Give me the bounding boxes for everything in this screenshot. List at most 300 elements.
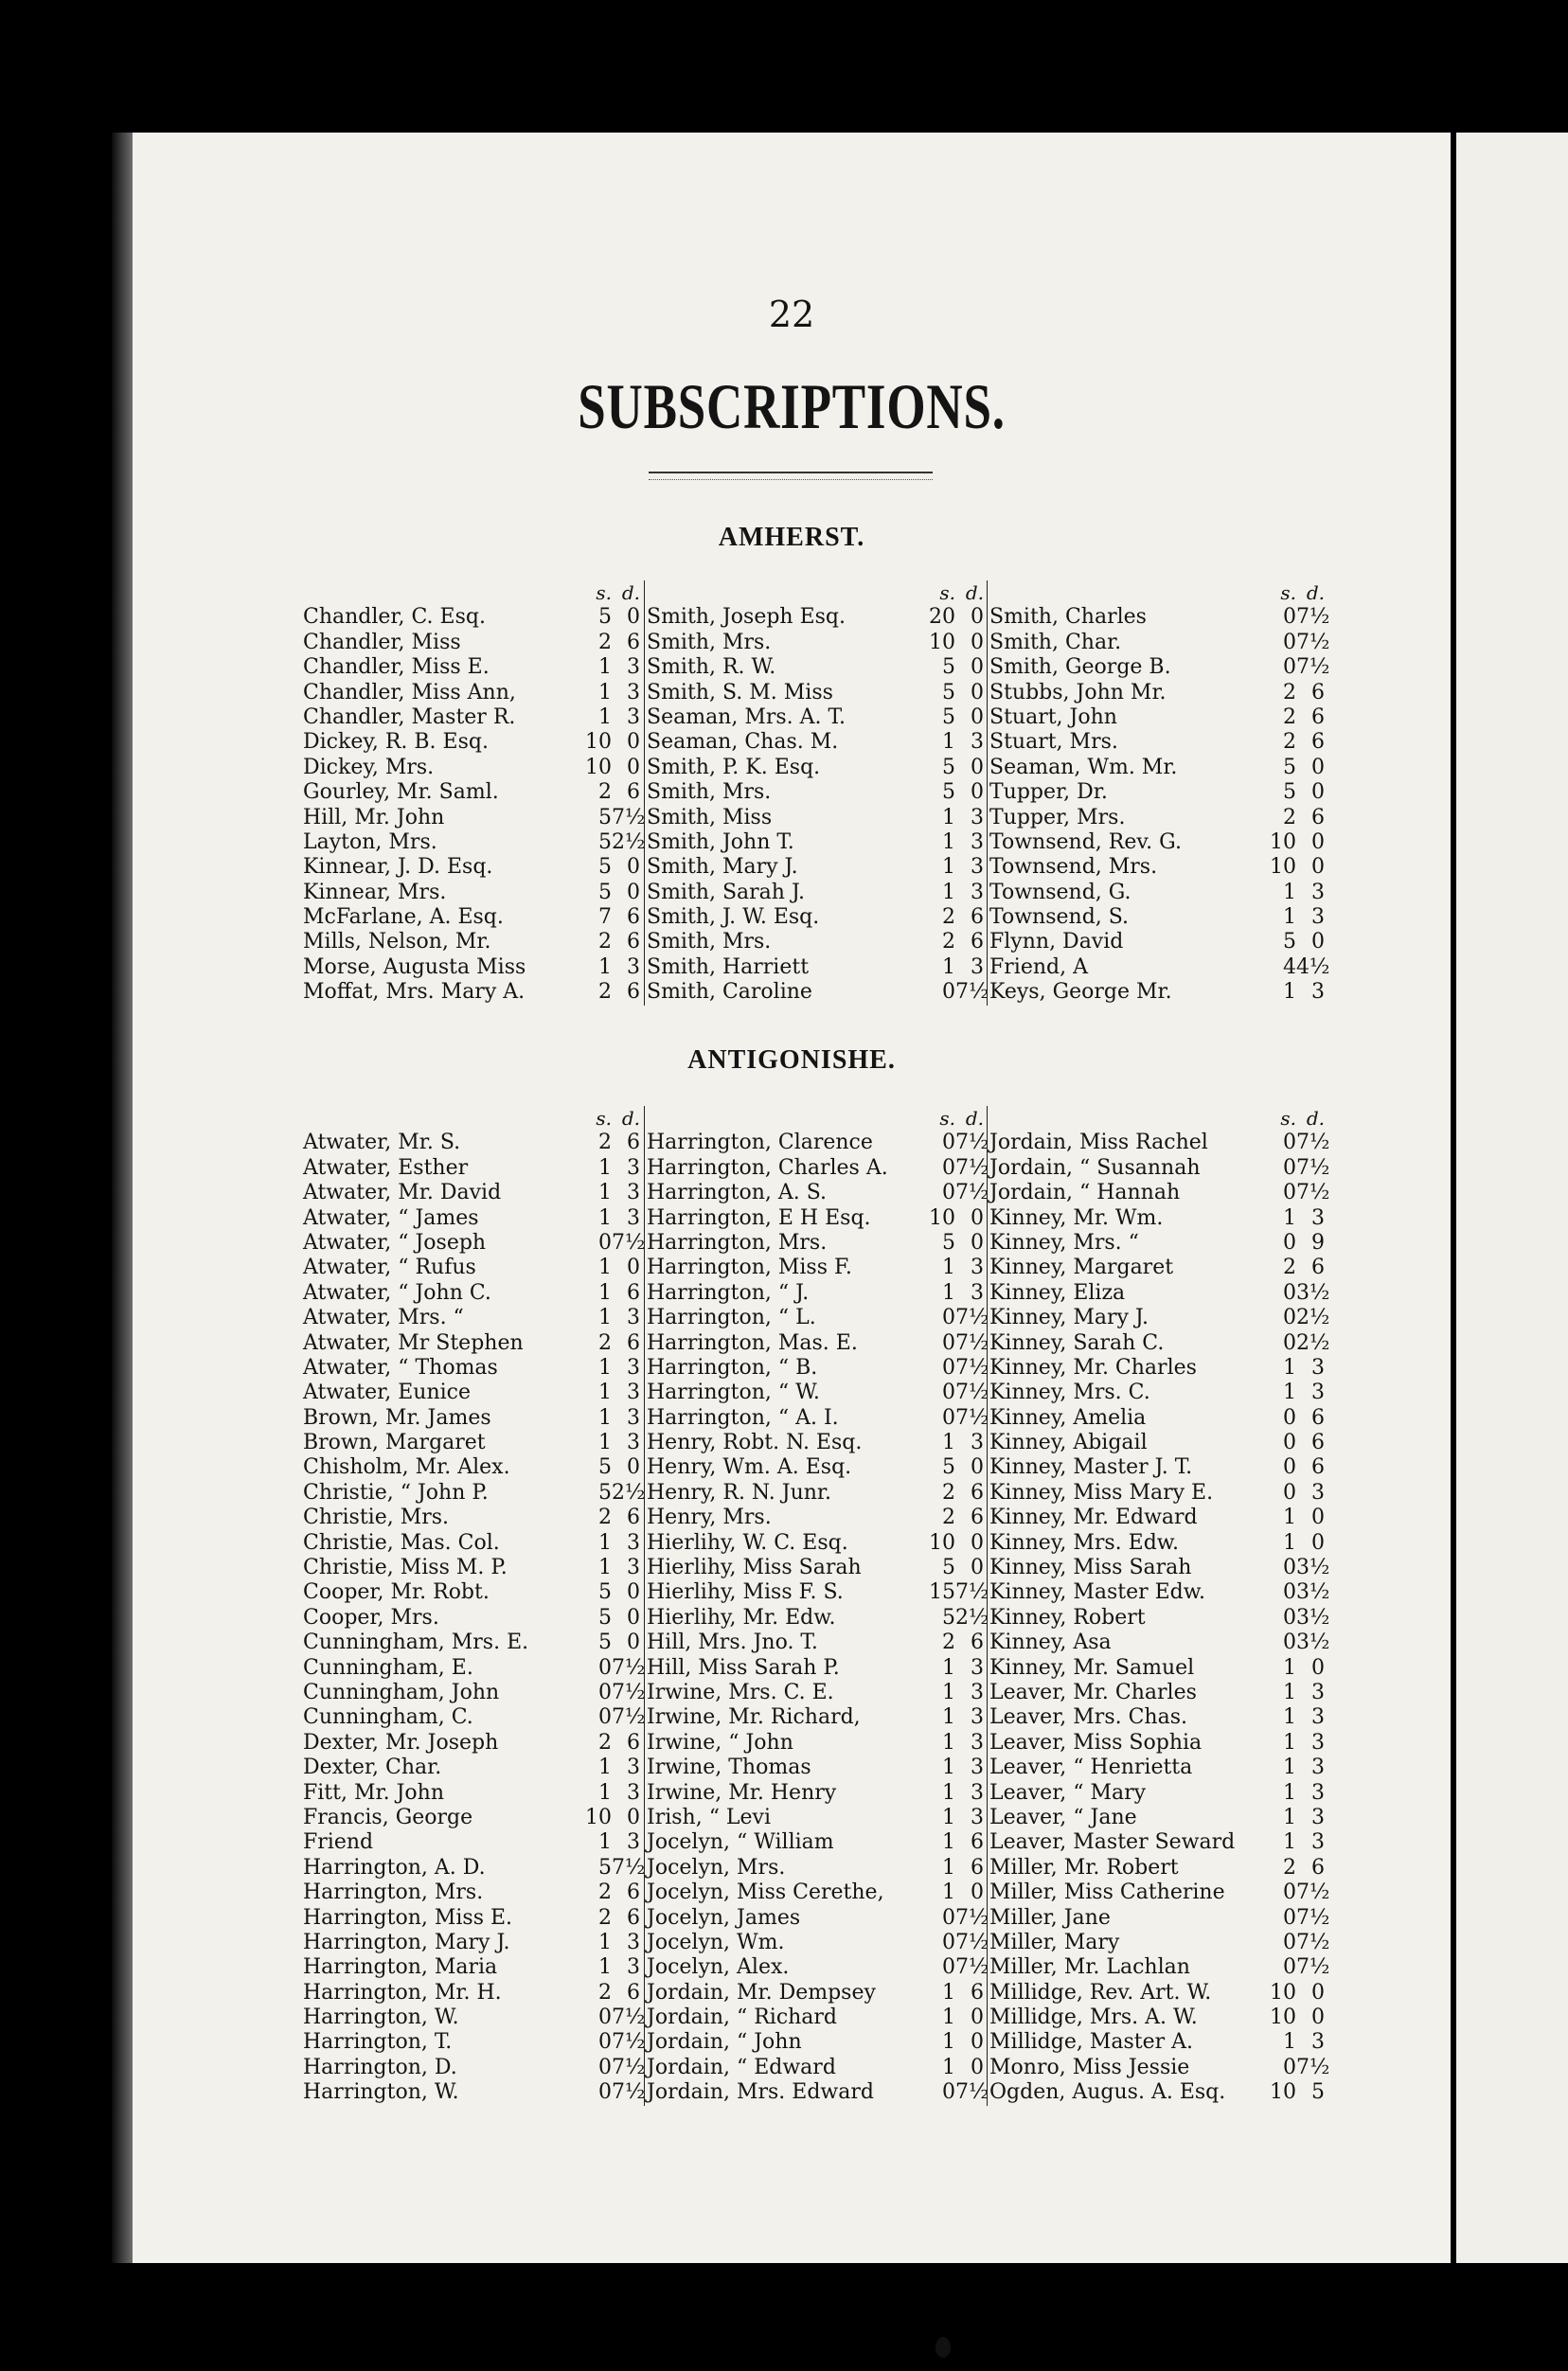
amount-pence: 3 xyxy=(627,1530,640,1555)
subscriber-row xyxy=(645,1981,988,2006)
subscriber-name: Keys, George Mr. xyxy=(989,980,1172,1005)
amount-pence: 3 xyxy=(627,1355,640,1380)
subscriber-name: Harrington, Mas. E. xyxy=(647,1330,858,1355)
subscriber-name: Miller, Mary xyxy=(989,1930,1120,1954)
amount-shillings: 1 xyxy=(942,1431,955,1455)
amount-pence: 0 xyxy=(971,680,984,704)
subscriber-name: Chandler, Miss E. xyxy=(303,655,490,680)
subscriber-row xyxy=(301,1455,644,1480)
subscriber-name: Jocelyn, “ William xyxy=(647,1830,834,1855)
amount-pence: 3 xyxy=(1311,905,1325,930)
subscriber-row xyxy=(645,955,988,980)
subscriber-row xyxy=(988,1481,1328,1506)
subscriber-row xyxy=(301,655,644,680)
subscriber-row xyxy=(301,1281,644,1306)
amount-shillings: 1 xyxy=(1283,980,1296,1005)
subscriber-row xyxy=(301,730,644,755)
amount-shillings: 5 xyxy=(942,680,955,704)
amount-pence: 2½ xyxy=(612,829,646,854)
subscriber-row xyxy=(988,2080,1328,2105)
subscriber-name: Kinney, Mr. Wm. xyxy=(989,1205,1164,1230)
amount-shillings: 5 xyxy=(1283,780,1296,805)
subscriber-row xyxy=(301,980,644,1005)
amount-shillings: 2 xyxy=(598,1905,612,1930)
subscriber-row xyxy=(645,830,988,855)
subscriber-name: Harrington, “ W. xyxy=(647,1381,820,1405)
amount-shillings: 2 xyxy=(598,1131,612,1155)
amount-pence: 7½ xyxy=(1296,2055,1330,2079)
amount-shillings: 10 xyxy=(929,1530,955,1555)
subscriber-row xyxy=(988,1256,1328,1280)
amount-pence: 3½ xyxy=(1296,1605,1330,1630)
subscriber-row xyxy=(988,2030,1328,2055)
amount-shillings: 1 xyxy=(598,1930,612,1954)
subscriber-row xyxy=(301,1156,644,1181)
subscriber-name: Friend xyxy=(303,1830,374,1855)
amount-pence: 6 xyxy=(627,1280,640,1305)
subscriber-row xyxy=(645,905,988,930)
subscriber-row xyxy=(645,1705,988,1730)
amount-pence: 0 xyxy=(1311,829,1325,854)
amount-shillings: 0 xyxy=(1283,1306,1296,1330)
subscriber-row xyxy=(645,1256,988,1280)
subscriber-row xyxy=(645,1756,988,1780)
subscriber-name: Harrington, T. xyxy=(303,2030,453,2055)
subscriber-name: Friend, A xyxy=(989,954,1088,979)
amount-pence: 3 xyxy=(1311,1381,1325,1405)
subscriber-name: Harrington, Mr. H. xyxy=(303,1980,502,2005)
subscriber-name: Leaver, “ Henrietta xyxy=(989,1756,1193,1780)
subscriber-row xyxy=(645,1431,988,1455)
amount-pence: 6 xyxy=(627,905,640,930)
subscriber-name: Harrington, W. xyxy=(303,2006,459,2030)
amount-shillings: 2 xyxy=(1283,1855,1296,1880)
amount-pence: 6 xyxy=(1311,1256,1325,1280)
subscriber-row xyxy=(301,1356,644,1381)
subscriber-row xyxy=(988,780,1328,805)
subscriber-name: Smith, Harriett xyxy=(647,954,810,979)
subscriber-name: Kinney, Miss Sarah xyxy=(989,1556,1192,1580)
amount-pence: 3 xyxy=(1311,1756,1325,1780)
subscriber-row xyxy=(645,1806,988,1830)
amount-pence: 6 xyxy=(1311,704,1325,729)
amount-shillings: 1 xyxy=(942,954,955,979)
subscriber-row xyxy=(988,1656,1328,1681)
subscriber-row xyxy=(645,1631,988,1655)
amount-pence: 7½ xyxy=(1296,1881,1330,1905)
amount-pence: 6 xyxy=(627,1330,640,1355)
subscriber-row xyxy=(645,756,988,780)
amount-shillings: 1 xyxy=(598,1556,612,1580)
subscriber-name: Atwater, “ John C. xyxy=(303,1280,491,1305)
subscriber-name: Stuart, Mrs. xyxy=(989,730,1118,755)
amount-pence: 6 xyxy=(627,930,640,954)
subscriber-row xyxy=(988,930,1328,954)
amount-pence: 3 xyxy=(1311,1805,1325,1829)
subscriber-name: Kinnear, J. D. Esq. xyxy=(303,855,493,880)
amount-shillings: 10 xyxy=(585,1805,612,1829)
amount-shillings: 1 xyxy=(1283,1205,1296,1230)
subscriber-row xyxy=(988,1306,1328,1330)
amount-shillings: 1 xyxy=(598,1155,612,1180)
subscriber-row xyxy=(301,2006,644,2030)
subscriber-row xyxy=(988,1606,1328,1631)
amount-shillings: 1 xyxy=(942,1881,955,1905)
amount-pence: 0 xyxy=(971,2055,984,2079)
amount-pence: 6 xyxy=(971,1980,984,2005)
subscriber-row xyxy=(645,1556,988,1580)
amount-pence: 0 xyxy=(971,2006,984,2030)
subscriber-name: Atwater, “ Joseph xyxy=(303,1230,487,1255)
amount-pence: 3 xyxy=(971,829,984,854)
amount-pence: 0 xyxy=(627,605,640,630)
subscriber-name: Cooper, Mr. Robt. xyxy=(303,1580,490,1605)
header-shillings: s. xyxy=(596,1107,612,1130)
amount-shillings: 0 xyxy=(1283,1330,1296,1355)
subscriber-name: Kinney, Mr. Edward xyxy=(989,1506,1198,1530)
amount-shillings: 1 xyxy=(598,1256,612,1280)
amount-shillings: 1 xyxy=(942,880,955,904)
amount-pence: 3 xyxy=(1311,1830,1325,1855)
subscriber-row xyxy=(301,1331,644,1356)
subscriber-name: Hill, Mrs. Jno. T. xyxy=(647,1631,818,1655)
amount-shillings: 0 xyxy=(942,1355,955,1380)
subscriber-name: Smith, P. K. Esq. xyxy=(647,755,821,779)
subscriber-row xyxy=(301,1781,644,1806)
amount-shillings: 2 xyxy=(598,630,612,654)
amount-shillings: 1 xyxy=(942,1280,955,1305)
subscriber-row xyxy=(988,830,1328,855)
subscriber-row xyxy=(301,1580,644,1605)
amount-pence: 3 xyxy=(971,954,984,979)
subscriber-row xyxy=(645,1306,988,1330)
amount-shillings: 1 xyxy=(942,2055,955,2079)
subscriber-name: Harrington, Mary J. xyxy=(303,1930,510,1954)
subscriber-row xyxy=(301,2056,644,2080)
subscriber-row xyxy=(988,806,1328,830)
amount-shillings: 0 xyxy=(1283,1480,1296,1505)
amount-pence: 3 xyxy=(627,1155,640,1180)
amount-shillings: 2 xyxy=(1283,704,1296,729)
amount-pence: 3 xyxy=(971,1805,984,1829)
amount-pence: 0 xyxy=(1311,780,1325,805)
subscriber-row xyxy=(301,1606,644,1631)
subscriber-name: Tupper, Mrs. xyxy=(989,805,1126,829)
subscriber-row xyxy=(988,1156,1328,1181)
amount-pence: 2½ xyxy=(612,1480,646,1505)
page-number: 22 xyxy=(768,294,815,335)
amount-pence: 7½ xyxy=(955,1580,989,1605)
amount-shillings: 1 xyxy=(598,1181,612,1205)
subscriber-row xyxy=(645,1681,988,1705)
amount-shillings: 1 xyxy=(598,954,612,979)
subscriber-row xyxy=(301,756,644,780)
amount-pence: 0 xyxy=(971,655,984,680)
subscriber-row xyxy=(645,1830,988,1855)
amount-shillings: 0 xyxy=(942,1155,955,1180)
subscriber-row xyxy=(988,631,1328,655)
amount-pence: 6 xyxy=(1311,805,1325,829)
page-title: SUBSCRIPTIONS. xyxy=(578,370,1006,442)
amount-shillings: 5 xyxy=(598,880,612,904)
subscriber-row xyxy=(645,2006,988,2030)
subscriber-row xyxy=(988,955,1328,980)
amount-shillings: 10 xyxy=(1270,2006,1296,2030)
amount-shillings: 5 xyxy=(598,605,612,630)
subscriber-name: Christie, Miss M. P. xyxy=(303,1556,508,1580)
amount-pence: 2½ xyxy=(1296,1330,1330,1355)
amount-shillings: 0 xyxy=(598,1655,612,1680)
amount-shillings: 2 xyxy=(942,1506,955,1530)
amount-shillings: 0 xyxy=(942,1131,955,1155)
amount-pence: 7½ xyxy=(612,1230,646,1255)
subscriber-name: Irwine, Mr. Henry xyxy=(647,1780,837,1805)
amount-pence: 7½ xyxy=(955,1955,989,1980)
amount-shillings: 0 xyxy=(1283,1230,1296,1255)
amount-shillings: 2 xyxy=(598,1506,612,1530)
amount-pence: 7½ xyxy=(955,1306,989,1330)
amount-pence: 3 xyxy=(1311,880,1325,904)
subscriber-name: Irwine, Mr. Richard, xyxy=(647,1705,861,1730)
amount-pence: 7½ xyxy=(955,1131,989,1155)
subscriber-name: Moffat, Mrs. Mary A. xyxy=(303,980,526,1005)
amount-pence: 7½ xyxy=(955,1930,989,1954)
amount-shillings: 1 xyxy=(1283,905,1296,930)
amount-pence: 3 xyxy=(1311,980,1325,1005)
amount-shillings: 0 xyxy=(1283,1556,1296,1580)
subscriber-row xyxy=(301,1705,644,1730)
subscriber-row xyxy=(645,730,988,755)
subscriber-name: Jocelyn, Alex. xyxy=(647,1955,790,1980)
subscriber-row xyxy=(301,855,644,880)
amount-pence: 6 xyxy=(971,930,984,954)
subscriber-name: Jordain, “ Hannah xyxy=(989,1181,1181,1205)
amount-pence: 0 xyxy=(1311,1530,1325,1555)
amount-shillings: 1 xyxy=(1283,880,1296,904)
subscriber-name: Flynn, David xyxy=(989,930,1124,954)
amount-shillings: 1 xyxy=(598,1530,612,1555)
amount-pence: 3½ xyxy=(1296,1556,1330,1580)
amount-pence: 7½ xyxy=(612,2055,646,2079)
subscriber-name: Cunningham, Mrs. E. xyxy=(303,1631,529,1655)
amount-pence: 0 xyxy=(971,605,984,630)
section-title-antigonishe: ANTIGONISHE. xyxy=(687,1045,896,1075)
amount-shillings: 1 xyxy=(598,1756,612,1780)
header-pence: d. xyxy=(621,1107,640,1130)
subscriber-name: Harrington, Miss E. xyxy=(303,1905,513,1930)
amount-shillings: 0 xyxy=(1283,1455,1296,1480)
amount-pence: 5 xyxy=(1311,2080,1325,2105)
amount-shillings: 1 xyxy=(598,1405,612,1430)
subscriber-name: Kinnear, Mrs. xyxy=(303,880,447,904)
amount-shillings: 1 xyxy=(1283,1381,1296,1405)
subscriber-name: Fitt, Mr. John xyxy=(303,1780,444,1805)
amount-pence: 7½ xyxy=(1296,1955,1330,1980)
header-shillings: s. xyxy=(596,581,612,604)
subscriber-name: Chandler, Miss Ann, xyxy=(303,680,516,704)
amount-pence: 3 xyxy=(627,1381,640,1405)
amount-shillings: 1 xyxy=(942,1980,955,2005)
subscriber-row xyxy=(645,1580,988,1605)
subscriber-name: Smith, Caroline xyxy=(647,980,812,1005)
subscriber-row xyxy=(645,631,988,655)
amount-pence: 3 xyxy=(1311,1730,1325,1755)
subscriber-row xyxy=(301,1806,644,1830)
subscriber-name: Smith, Mrs. xyxy=(647,780,772,805)
header-pence: d. xyxy=(965,581,984,604)
subscriber-row xyxy=(988,756,1328,780)
amount-pence: 0 xyxy=(1311,930,1325,954)
subscriber-name: Townsend, S. xyxy=(989,905,1130,930)
subscriber-name: Kinney, Mrs. Edw. xyxy=(989,1530,1179,1555)
subscriber-name: Millidge, Mrs. A. W. xyxy=(989,2006,1198,2030)
amount-shillings: 10 xyxy=(585,755,612,779)
column-header xyxy=(301,1106,644,1131)
subscriber-name: Ogden, Augus. A. Esq. xyxy=(989,2080,1226,2105)
subscriber-name: Christie, Mrs. xyxy=(303,1506,450,1530)
column-header xyxy=(645,1106,988,1131)
amount-pence: 3 xyxy=(971,1680,984,1704)
subscriber-row xyxy=(301,1256,644,1280)
subscriber-name: Morse, Augusta Miss xyxy=(303,954,526,979)
amount-shillings: 1 xyxy=(598,1381,612,1405)
amount-pence: 0 xyxy=(1311,1655,1325,1680)
amount-shillings: 1 xyxy=(598,1280,612,1305)
subscriber-row xyxy=(988,1756,1328,1780)
subscriber-row xyxy=(645,855,988,880)
amount-pence: 0 xyxy=(971,1455,984,1480)
amount-shillings: 1 xyxy=(942,2030,955,2055)
subscriber-name: Chandler, Miss xyxy=(303,630,461,654)
subscriber-name: Smith, Charles xyxy=(989,605,1147,630)
subscriber-name: Jordain, Mrs. Edward xyxy=(647,2080,874,2105)
subscriber-name: Jordain, “ Richard xyxy=(647,2006,838,2030)
subscriber-row xyxy=(645,605,988,630)
amount-pence: 3 xyxy=(627,680,640,704)
amount-pence: 3 xyxy=(971,1431,984,1455)
amount-shillings: 1 xyxy=(942,805,955,829)
amount-shillings: 1 xyxy=(598,704,612,729)
amount-shillings: 5 xyxy=(1283,930,1296,954)
amount-pence: 3 xyxy=(971,1256,984,1280)
subscriber-name: Millidge, Rev. Art. W. xyxy=(989,1980,1212,2005)
subscriber-name: Atwater, Mrs. “ xyxy=(303,1306,464,1330)
subscriber-row xyxy=(988,1731,1328,1756)
subscriber-name: Harrington, “ B. xyxy=(647,1355,818,1380)
amount-pence: 7½ xyxy=(955,1355,989,1380)
amount-pence: 0 xyxy=(627,730,640,755)
amount-pence: 2½ xyxy=(1296,1306,1330,1330)
amount-pence: 7½ xyxy=(1296,1155,1330,1180)
amount-pence: 6 xyxy=(627,1980,640,2005)
subscriber-name: Kinney, Mrs. C. xyxy=(989,1381,1150,1405)
amount-shillings: 1 xyxy=(598,1205,612,1230)
subscriber-name: Brown, Mr. James xyxy=(303,1405,491,1430)
subscriber-name: Leaver, “ Mary xyxy=(989,1780,1147,1805)
subscriber-row xyxy=(645,1455,988,1480)
amount-shillings: 15 xyxy=(929,1580,955,1605)
subscriber-row xyxy=(645,930,988,954)
subscriber-row xyxy=(645,1955,988,1980)
subscriber-row xyxy=(301,1756,644,1780)
amount-pence: 0 xyxy=(971,755,984,779)
subscriber-name: Smith, R. W. xyxy=(647,655,776,680)
amount-pence: 2½ xyxy=(955,1605,989,1630)
subscriber-row xyxy=(988,1955,1328,1980)
subscriber-row xyxy=(301,1481,644,1506)
amount-shillings: 1 xyxy=(942,2006,955,2030)
amount-pence: 7½ xyxy=(1296,1131,1330,1155)
subscriber-name: Chisholm, Mr. Alex. xyxy=(303,1455,510,1480)
amount-shillings: 1 xyxy=(1283,1655,1296,1680)
column-header xyxy=(645,580,988,605)
amount-pence: 7½ xyxy=(1296,1905,1330,1930)
amount-pence: 3 xyxy=(627,954,640,979)
amount-shillings: 1 xyxy=(1283,1355,1296,1380)
amount-pence: 3 xyxy=(627,1431,640,1455)
amount-shillings: 5 xyxy=(598,1631,612,1655)
amount-shillings: 2 xyxy=(598,1730,612,1755)
subscriber-row xyxy=(988,1830,1328,1855)
subscription-column xyxy=(301,1106,644,2106)
amount-pence: 3 xyxy=(971,1730,984,1755)
amount-shillings: 5 xyxy=(942,655,955,680)
subscriber-name: Smith, Mrs. xyxy=(647,630,772,654)
subscriber-name: Leaver, “ Jane xyxy=(989,1805,1137,1829)
subscriber-name: Seaman, Wm. Mr. xyxy=(989,755,1178,779)
subscriber-name: Kinney, Mr. Samuel xyxy=(989,1655,1195,1680)
amount-pence: 6 xyxy=(1311,1855,1325,1880)
amount-shillings: 5 xyxy=(598,1855,612,1880)
subscriber-row xyxy=(645,2080,988,2105)
subscriber-row xyxy=(301,1531,644,1556)
book-spine-shadow xyxy=(112,133,133,2263)
subscriber-name: Kinney, Master J. T. xyxy=(989,1455,1193,1480)
amount-shillings: 5 xyxy=(598,829,612,854)
subscriber-row xyxy=(988,1681,1328,1705)
amount-shillings: 1 xyxy=(1283,1530,1296,1555)
amount-pence: 0 xyxy=(627,880,640,904)
amount-pence: 0 xyxy=(627,1631,640,1655)
subscriber-row xyxy=(301,705,644,730)
amount-shillings: 1 xyxy=(598,1431,612,1455)
ink-blot xyxy=(935,2337,951,2358)
subscriber-name: Kinney, Abigail xyxy=(989,1431,1148,1455)
amount-shillings: 2 xyxy=(1283,730,1296,755)
subscriber-row xyxy=(988,1881,1328,1905)
decorative-rule xyxy=(649,472,933,480)
subscriber-row xyxy=(301,681,644,705)
amount-shillings: 5 xyxy=(942,1556,955,1580)
amount-shillings: 2 xyxy=(942,930,955,954)
subscriber-row xyxy=(988,905,1328,930)
amount-shillings: 0 xyxy=(942,1405,955,1430)
amount-shillings: 0 xyxy=(598,1680,612,1704)
amount-shillings: 1 xyxy=(942,855,955,880)
amount-pence: 7½ xyxy=(955,1330,989,1355)
amount-pence: 6 xyxy=(971,1855,984,1880)
amount-shillings: 0 xyxy=(598,2080,612,2105)
amount-shillings: 0 xyxy=(1283,655,1296,680)
subscriber-name: Kinney, Eliza xyxy=(989,1280,1126,1305)
subscriber-name: Atwater, “ Rufus xyxy=(303,1256,476,1280)
amount-pence: 3 xyxy=(1311,1680,1325,1704)
subscriber-name: Atwater, Mr Stephen xyxy=(303,1330,524,1355)
subscriber-name: Hill, Mr. John xyxy=(303,805,445,829)
header-pence: d. xyxy=(621,581,640,604)
subscriber-name: Kinney, Miss Mary E. xyxy=(989,1480,1214,1505)
subscriber-row xyxy=(988,1131,1328,1155)
